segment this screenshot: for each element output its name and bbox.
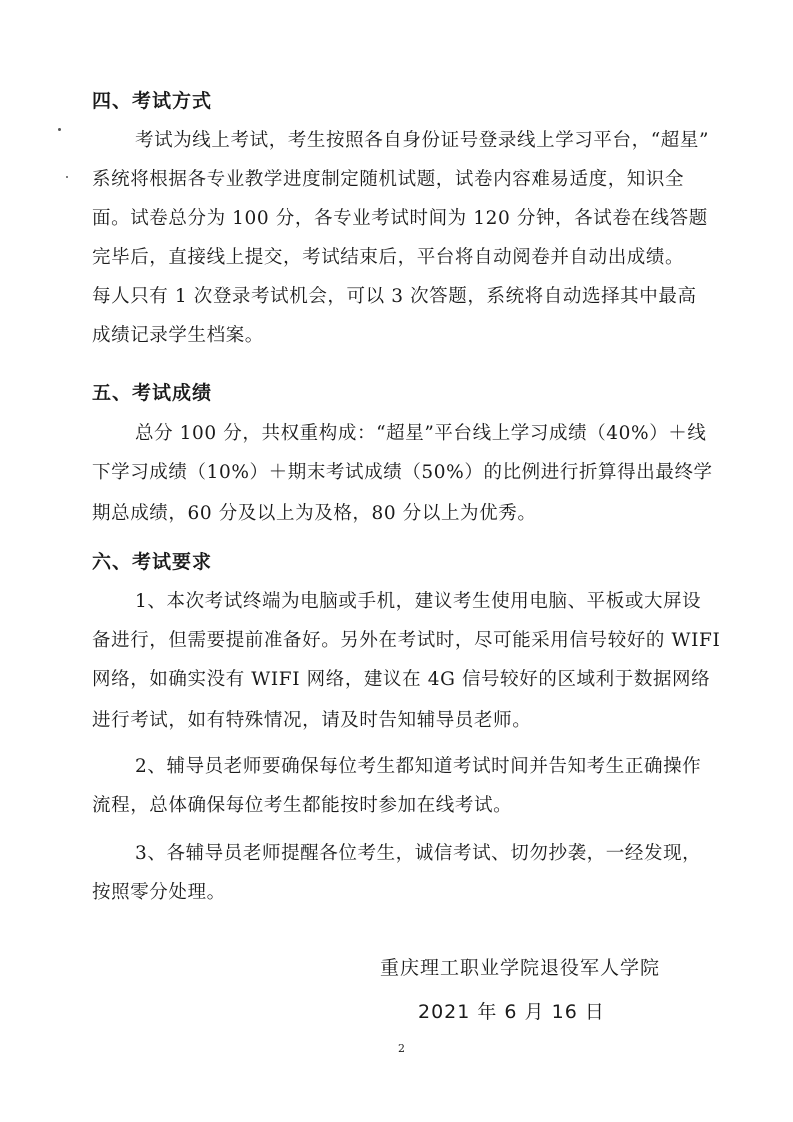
page-number: 2 <box>398 1042 405 1055</box>
paragraph-line: 系统将根据各专业教学进度制定随机试题，试卷内容难易适度，知识全 <box>92 169 685 190</box>
paragraph-line: 考试为线上考试，考生按照各自身份证号登录线上学习平台，“超星” <box>135 130 710 151</box>
paragraph-line: 1、本次考试终端为电脑或手机，建议考生使用电脑、平板或大屏设 <box>135 591 702 612</box>
paragraph-line: 2、辅导员老师要确保每位考生都知道考试时间并告知考生正确操作 <box>135 756 702 777</box>
signature-date: 2021 年 6 月 16 日 <box>418 1001 605 1023</box>
scan-speck <box>66 176 68 178</box>
paragraph-line: 网络，如确实没有 WIFI 网络，建议在 4G 信号较好的区域利于数据网络 <box>92 669 711 690</box>
paragraph-line: 总分 100 分，共权重构成：“超星”平台线上学习成绩（40%）＋线 <box>135 423 707 444</box>
paragraph-line: 进行考试，如有特殊情况，请及时告知辅导员老师。 <box>92 710 532 731</box>
paragraph-line: 成绩记录学生档案。 <box>92 325 264 346</box>
section-heading-exam-method: 四、考试方式 <box>92 90 213 112</box>
paragraph-line: 完毕后，直接线上提交，考试结束后，平台将自动阅卷并自动出成绩。 <box>92 247 685 268</box>
paragraph-line: 每人只有 1 次登录考试机会，可以 3 次答题，系统将自动选择其中最高 <box>92 286 697 307</box>
paragraph-line: 按照零分处理。 <box>92 882 226 903</box>
paragraph-line: 流程，总体确保每位考生都能按时参加在线考试。 <box>92 795 513 816</box>
paragraph-line: 备进行，但需要提前准备好。另外在考试时，尽可能采用信号较好的 WIFI <box>92 630 721 651</box>
paragraph-line: 面。试卷总分为 100 分，各专业考试时间为 120 分钟，各试卷在线答题 <box>92 208 708 229</box>
section-heading-exam-requirements: 六、考试要求 <box>92 551 213 573</box>
paragraph-line: 3、各辅导员老师提醒各位考生，诚信考试、切勿抄袭，一经发现， <box>135 843 702 864</box>
paragraph-line: 下学习成绩（10%）＋期末考试成绩（50%）的比例进行折算得出最终学 <box>92 462 713 483</box>
section-heading-exam-score: 五、考试成绩 <box>92 382 213 404</box>
signature-organization: 重庆理工职业学院退役军人学院 <box>380 957 661 979</box>
scan-speck <box>58 128 61 131</box>
paragraph-line: 期总成绩，60 分及以上为及格，80 分以上为优秀。 <box>92 503 537 524</box>
